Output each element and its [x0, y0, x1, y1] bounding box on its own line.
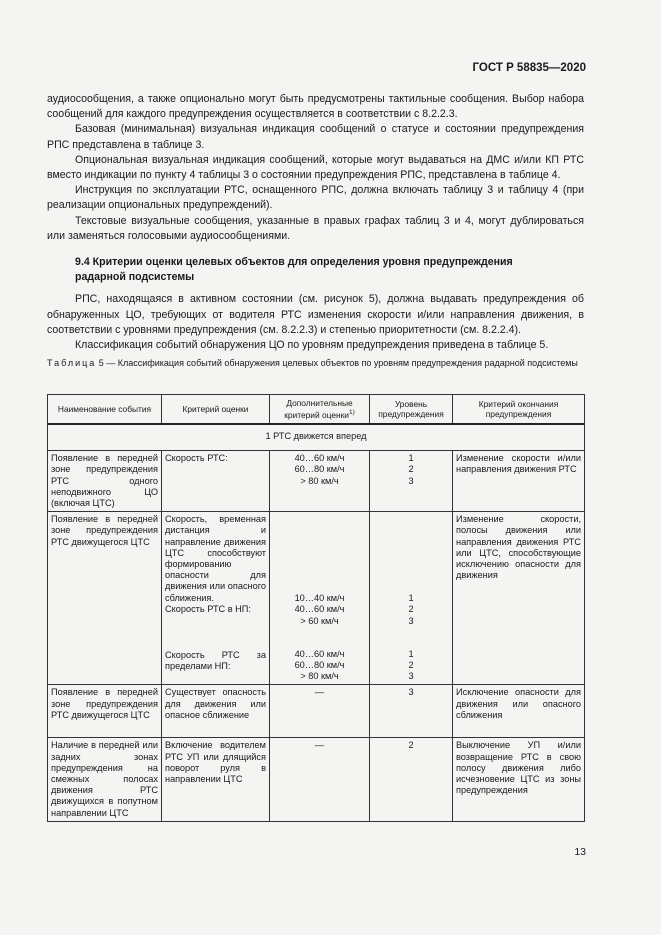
- table-caption-text: 5 — Классификация событий обнаружения целевых объектов по уровням предупреждения радарной подсистемы: [96, 358, 578, 369]
- cell-criterion: Включение водителем РТС УП или длящийся поворот руля в направлении ЦТС: [162, 738, 270, 821]
- cell-end: Исключение опасности для движения или опасного сближения: [453, 685, 585, 738]
- body-text: [47, 92, 584, 369]
- header-level: Уровень предупреждения: [370, 395, 453, 425]
- header-extra-criterion: [270, 395, 370, 425]
- header-criterion: Критерий оценки: [162, 395, 270, 425]
- cell-extra: [270, 512, 370, 685]
- criterion-text-a: Скорость, временная дистанция и направление движения ЦТС способствуют формированию опасности для движения или опасного сближения.: [165, 514, 266, 603]
- cell-extra: —: [270, 738, 370, 821]
- cell-level: 2: [370, 738, 453, 821]
- paragraph: аудиосообщения, а также опционально могут быть предусмотрены тактильные сообщения. Выбор набора сообщений для каждого предупреждения осуществляется в соответствии с 8.2.2.3.: [47, 93, 584, 121]
- table-row: [48, 738, 585, 821]
- cell-event: Появление в передней зоне предупреждения РТС одного неподвижного ЦО (включая ЦТС): [48, 451, 162, 512]
- table-caption: [47, 358, 584, 369]
- extra-values-b: 10…40 км/ч 40…60 км/ч > 60 км/ч: [294, 593, 345, 626]
- cell-end: Изменение скорости, полосы движения или направления движения РТС или ЦТС, способствующие исключению опасности для движения: [453, 512, 585, 685]
- page-number: 13: [574, 846, 586, 858]
- cell-event: Появление в передней зоне предупреждения РТС движущегося ЦТС: [48, 685, 162, 738]
- section-heading: 9.4 Критерии оценки целевых объектов для определения уровня предупреждения радарной подсистемы: [75, 256, 513, 284]
- criterion-text-b: Скорость РТС в НП:: [165, 603, 251, 614]
- table-caption-label: Таблица: [47, 358, 97, 369]
- paragraph: Инструкция по эксплуатации РТС, оснащенного РПС, должна включать таблицу 3 и таблицу 4 (при реализации опциональных предупреждений).: [47, 184, 584, 212]
- cell-criterion: Существует опасность для движения или опасное сближение: [162, 685, 270, 738]
- header-end-criterion: Критерий окончания предупреждения: [453, 395, 585, 425]
- cell-level: 1 2 3: [370, 451, 453, 512]
- cell-extra: 40…60 км/ч 60…80 км/ч > 80 км/ч: [270, 451, 370, 512]
- cell-end: Выключение УП и/или возвращение РТС в свою полосу движения либо исчезновение ЦТС из зоны предупреждения: [453, 738, 585, 821]
- level-values-b: 1 2 3: [408, 593, 414, 626]
- criterion-text-c: Скорость РТС за пределами НП:: [165, 650, 266, 672]
- cell-event: Наличие в передней или задних зонах предупреждения на смежных полосах движения РТС движущихся в попутном направлении ЦТС: [48, 738, 162, 821]
- table-row: [48, 685, 585, 738]
- paragraph: РПС, находящаяся в активном состоянии (см. рисунок 5), должна выдавать предупреждения об обнаруженных ЦО, требующих от водителя РТС изменения скорости и/или направления движения, в соответствии с уровнями предупреждения (см. 8.2.2.3) и степенью приоритетности (см. 8.2.2.4).: [47, 293, 584, 336]
- paragraph: Опциональная визуальная индикация сообщений, которые могут выдаваться на ДМС и/или КП РТС вместо индикации по пункту 4 таблицы 3 о состоянии предупреждения РПС, представлена в таблице 4.: [47, 153, 584, 182]
- cell-level: 3: [370, 685, 453, 738]
- table-header-row: [48, 395, 585, 425]
- table-row: [48, 512, 585, 685]
- cell-criterion: Скорость РТС:: [162, 451, 270, 512]
- level-values-c: 1 2 3: [408, 648, 414, 682]
- cell-criterion: [162, 512, 270, 685]
- header-event: Наименование события: [48, 395, 162, 425]
- document-code: ГОСТ Р 58835—2020: [472, 62, 586, 74]
- table-row: [48, 451, 585, 512]
- paragraph: Базовая (минимальная) визуальная индикация сообщений о статусе и состоянии предупреждения РПС представлена в таблице 3.: [47, 123, 584, 151]
- extra-values-c: 40…60 км/ч 60…80 км/ч > 80 км/ч: [294, 648, 345, 682]
- cell-event: Появление в передней зоне предупреждения РТС движущегося ЦТС: [48, 512, 162, 685]
- paragraph: Текстовые визуальные сообщения, указанные в правых графах таблиц 3 и 4, могут дублироваться или заменяться голосовыми аудиосообщениями.: [47, 214, 584, 242]
- header-extra-text: Дополнительные критерий оценки: [284, 397, 353, 420]
- cell-end: Изменение скорости и/или направления движения РТС: [453, 451, 585, 512]
- footnote-marker: 1): [348, 409, 355, 417]
- cell-extra: —: [270, 685, 370, 738]
- paragraph: Классификация событий обнаружения ЦО по уровням предупреждения приведена в таблице 5.: [75, 339, 549, 352]
- classification-table: [47, 394, 585, 822]
- cell-level: [370, 512, 453, 685]
- table-subheader: 1 РТС движется вперед: [48, 424, 585, 451]
